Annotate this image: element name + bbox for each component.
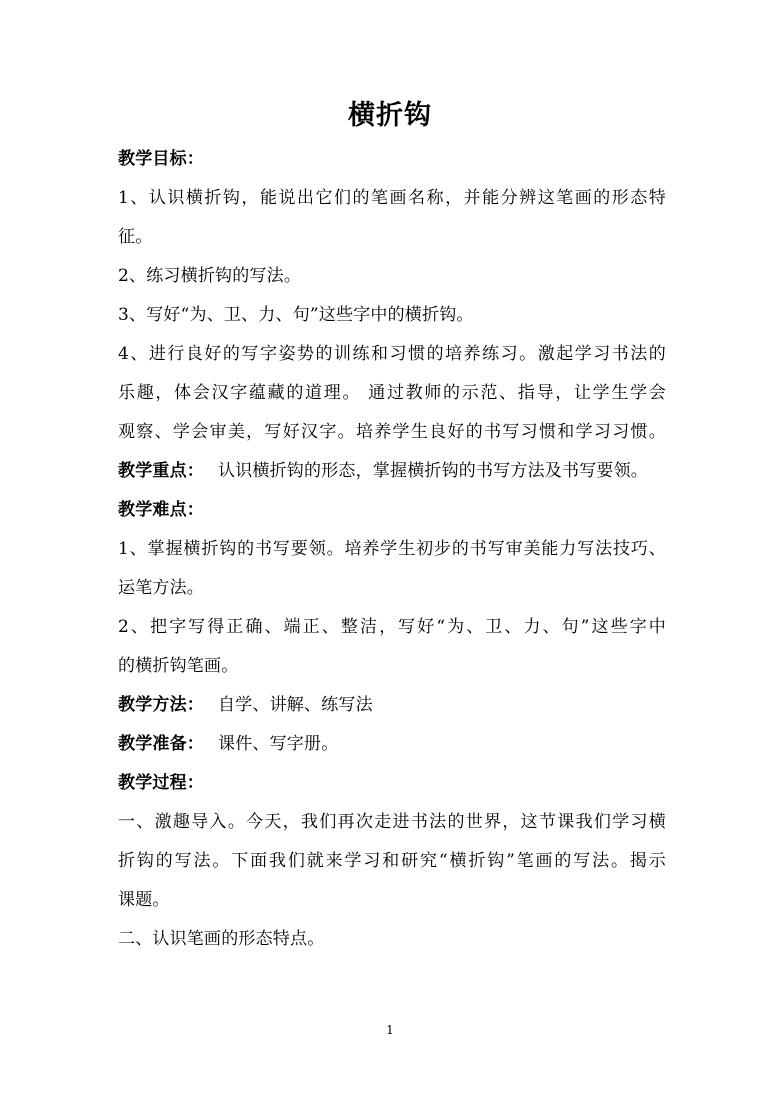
difficulty-1-line-2: 运笔方法。 (118, 578, 204, 598)
difficulty-1-line-1: 1、掌握横折钩的书写要领。培养学生初步的书写审美能力写法技巧、 (118, 539, 666, 559)
methods-heading: 教学方法： (118, 695, 204, 715)
objective-4-line-3: 观察、学会审美，写好汉字。培养学生良好的书写习惯和学习习惯。 (118, 422, 666, 442)
objective-4-line-2: 乐趣，体会汉字蕴藏的道理。 通过教师的示范、指导，让学生学会 (118, 383, 666, 403)
process-step-1-line-1: 一、激趣导入。今天，我们再次走进书法的世界，这节课我们学习横 (118, 812, 666, 832)
process-heading: 教学过程： (118, 773, 204, 793)
preparation-text: 课件、写字册。 (218, 734, 339, 754)
preparation-heading: 教学准备： (118, 734, 204, 754)
process-step-1-line-2: 折钩的写法。下面我们就来学习和研究“横折钩”笔画的写法。揭示 (118, 851, 666, 871)
page-title: 横折钩 (348, 100, 432, 131)
page-number: 1 (386, 1023, 394, 1037)
objective-3: 3、写好“为、卫、力、句”这些字中的横折钩。 (118, 305, 474, 325)
preparation-paragraph (118, 725, 666, 764)
process-step-1-line-3: 课题。 (118, 890, 170, 910)
objective-1-line-1: 1、认识横折钩，能说出它们的笔画名称，并能分辨这笔画的形态特 (118, 188, 666, 208)
objective-1-line-2: 征。 (118, 227, 153, 247)
objective-4-line-1: 4、进行良好的写字姿势的训练和习惯的培养练习。激起学习书法的 (118, 344, 666, 364)
objectives-heading: 教学目标： (118, 149, 204, 169)
objective-2: 2、练习横折钩的写法。 (118, 266, 302, 286)
methods-paragraph (118, 686, 666, 725)
difficulties-heading: 教学难点： (118, 500, 204, 520)
difficulty-2-line-1: 2、把字写得正确、端正、整洁，写好“为、卫、力、句”这些字中 (118, 617, 666, 637)
key-points-heading: 教学重点： (118, 461, 204, 481)
key-points-text: 认识横折钩的形态，掌握横折钩的书写方法及书写要领。 (218, 461, 648, 481)
document-body (118, 140, 666, 959)
process-step-2: 二、认识笔画的形态特点。 (118, 929, 325, 949)
key-points-paragraph (118, 452, 666, 491)
methods-text: 自学、讲解、练写法 (218, 695, 373, 715)
difficulty-2-line-2: 的横折钩笔画。 (118, 656, 239, 676)
